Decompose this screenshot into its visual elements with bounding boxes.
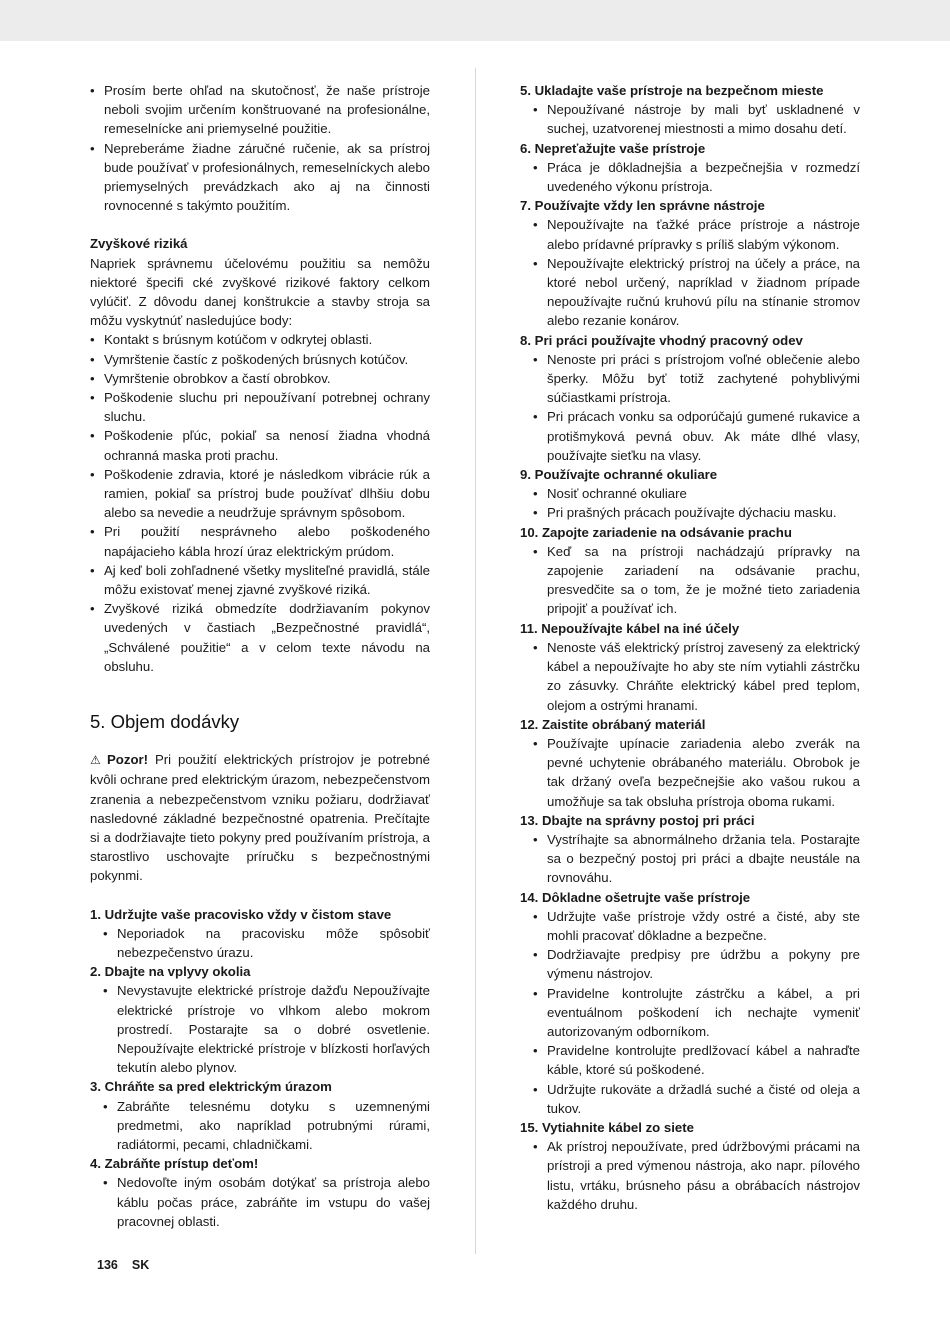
right-column — [520, 81, 860, 1214]
rule-heading: 14. Dôkladne ošetrujte vaše prístroje — [520, 889, 751, 905]
rule-item: • Pravidelne kontrolujte predlžovací kábel a nahraďte káble, ktoré sú poškodené. — [520, 1041, 860, 1079]
rule-block — [520, 888, 860, 1118]
rule-item: • Nedovoľte iným osobám dotýkať sa prístroja alebo káblu počas práce, zabráňte im vstupu do vašej pracovnej oblasti. — [90, 1173, 430, 1231]
rule-item: • Keď sa na prístroji nachádzajú prípravky na zapojenie zariadení na odsávanie prachu, presvedčite sa o tom, že je možné tieto zariadenia pripojiť a používať ich. — [520, 542, 860, 619]
rule-heading: 6. Nepreťažujte vaše prístroje — [520, 140, 706, 156]
rule-item: • Ak prístroj nepoužívate, pred údržbovými prácami na prístroji a pred výmenou nástroja, ako napr. pílového listu, vrtáku, brúsneho pásu a obrábacích nástrojov každého druhu. — [520, 1137, 860, 1214]
rule-block — [520, 1118, 860, 1214]
rule-heading: 15. Vytiahnite kábel zo siete — [520, 1119, 694, 1135]
rule-block — [520, 196, 860, 330]
rule-block — [520, 139, 860, 197]
page-footer — [97, 1256, 149, 1275]
risk-item: • Vymrštenie obrobkov a častí obrobkov. — [90, 369, 430, 388]
rule-heading: 9. Používajte ochranné okuliare — [520, 467, 718, 483]
language-code: SK — [131, 1258, 150, 1272]
rule-block — [520, 81, 860, 139]
column-divider — [475, 68, 476, 1254]
rule-item: • Práca je dôkladnejšia a bezpečnejšia v rozmedzí uvedeného výkonu prístroja. — [520, 158, 860, 196]
rule-item: • Neporiadok na pracovisku môže spôsobiť nebezpečenstvo úrazu. — [90, 924, 430, 962]
rule-block — [520, 523, 860, 619]
rule-item: • Udržujte vaše prístroje vždy ostré a čisté, aby ste mohli pracovať dôkladne a bezpečne. — [520, 907, 860, 945]
rule-heading: 13. Dbajte na správny postoj pri práci — [520, 812, 755, 828]
page-number: 136 — [97, 1258, 118, 1272]
rule-item: • Zabráňte telesnému dotyku s uzemnenými predmetmi, ako napríklad potrubnými rúrami, radiátormi, pecami, chladničkami. — [90, 1097, 430, 1155]
rule-block — [520, 811, 860, 888]
rule-item: • Nevystavujte elektrické prístroje dažďu Nepoužívajte elektrické prístroje vo vlhkom alebo mokrom prostredí. Postarajte sa o dobré osvetlenie. Nepoužívajte elektrické prístroje v blízkosti horľavých tekutín alebo plynov. — [90, 981, 430, 1077]
risk-item: • Poškodenie pľúc, pokiaľ sa nenosí žiadna vhodná ochranná maska proti prachu. — [90, 426, 430, 464]
rule-block — [90, 1077, 430, 1154]
left-column — [90, 81, 430, 1231]
rule-heading: 5. Ukladajte vaše prístroje na bezpečnom mieste — [520, 83, 824, 98]
warning-label: Pozor! — [107, 752, 149, 768]
risk-item: • Poškodenie zdravia, ktoré je následkom vibrácie rúk a ramien, pokiaľ sa prístroj bude používať dlhšiu dobu alebo sa nevedie a neudržuje správnym spôsobom. — [90, 465, 430, 523]
rule-item: • Pri prácach vonku sa odporúčajú gumené rukavice a protišmyková pevná obuv. Ak máte dlhé vlasy, používajte sieťku na vlasy. — [520, 407, 860, 465]
rule-block — [520, 331, 860, 465]
risk-item: • Kontakt s brúsnym kotúčom v odkrytej oblasti. — [90, 330, 430, 349]
rule-heading: 7. Používajte vždy len správne nástroje — [520, 198, 765, 214]
risks-text: Napriek správnemu účelovému použitiu sa nemôžu niektoré špecifi cké zvyškové rizikové faktory celkom vylúčiť. Z dôvodu danej konštrukcie a stavby stroja sa môžu vyskytnúť nasledujúce body: — [90, 255, 430, 329]
rule-heading: 10. Zapojte zariadenie na odsávanie prachu — [520, 524, 792, 540]
rule-item: • Dodržiavajte predpisy pre údržbu a pokyny pre výmenu nástrojov. — [520, 945, 860, 983]
top-bar — [0, 0, 950, 41]
rule-block — [520, 715, 860, 811]
section-title: 5. Objem dodávky — [90, 711, 240, 733]
rule-heading: 11. Nepoužívajte kábel na iné účely — [520, 620, 740, 636]
risks-heading: Zvyškové riziká — [90, 236, 188, 252]
rule-item: • Udržujte rukoväte a držadlá suché a čisté od oleja a tukov. — [520, 1080, 860, 1118]
warning-text: Pri použití elektrických prístrojov je potrebné kvôli ochrane pred elektrickým úrazom, nebezpečenstvom zranenia a nebezpečenstvom vzniku požiaru, dodržiavať nasledovné základné bezpečnostné opatrenia. Prečítajte si a dodržiavajte tieto pokyny pred používaním prístroja, a starostlivo uschovajte príručku s bezpečnostnými pokynmi. — [90, 752, 430, 884]
rule-item: • Nenoste váš elektrický prístroj zavesený za elektrický kábel a nepoužívajte ho aby ste ním vytiahli zástrčku zo zásuvky. Chráňte elektrický kábel pred teplom, olejom a ostrými hranami. — [520, 638, 860, 715]
intro-item: • Nepreberáme žiadne záručné ručenie, ak sa prístroj bude používať v profesionálnych, remeselníckych alebo priemyselných prevádzkach ako aj na činnosti rovnocenné s takýmto použitím. — [90, 139, 430, 216]
rule-block — [520, 619, 860, 715]
rule-item: • Používajte upínacie zariadenia alebo zverák na pevné uchytenie obrábaného materiálu. Obrobok je tak držaný oveľa bezpečnejšie ako vašou rukou a umožňuje sa tak obsluha prístroja oboma rukami. — [520, 734, 860, 811]
risk-item: • Vymrštenie častíc z poškodených brúsnych kotúčov. — [90, 350, 430, 369]
risk-item: • Poškodenie sluchu pri nepoužívaní potrebnej ochrany sluchu. — [90, 388, 430, 426]
warning-paragraph — [90, 750, 430, 885]
risk-item: • Zvyškové riziká obmedzíte dodržiavaním pokynov uvedených v častiach „Bezpečnostné pravidlá“, „Schválené použitie“ a v celom texte návodu na obsluhu. — [90, 599, 430, 676]
rule-item: • Pravidelne kontrolujte zástrčku a kábel, a pri eventuálnom poškodení ich nechajte vymeniť autorizovaným odborníkom. — [520, 984, 860, 1042]
rule-item: • Pri prašných prácach používajte dýchaciu masku. — [520, 503, 860, 522]
rule-heading: 8. Pri práci používajte vhodný pracovný odev — [520, 332, 803, 348]
risks-list — [90, 330, 430, 676]
warning-icon: ⚠ — [90, 753, 105, 768]
rule-block — [90, 962, 430, 1077]
risk-item: • Pri použití nesprávneho alebo poškodeného napájacieho kábla hrozí úraz elektrickým prúdom. — [90, 522, 430, 560]
intro-list — [90, 81, 430, 215]
rule-heading: 12. Zaistite obrábaný materiál — [520, 716, 706, 732]
rule-item: • Nosiť ochranné okuliare — [520, 484, 860, 503]
rule-heading: 1. Udržujte vaše pracovisko vždy v čistom stave — [90, 906, 392, 922]
rule-block — [90, 1154, 430, 1231]
rule-heading: 3. Chráňte sa pred elektrickým úrazom — [90, 1079, 332, 1095]
rule-item: • Nepoužívané nástroje by mali byť uskladnené v suchej, uzatvorenej miestnosti a mimo dosahu detí. — [520, 100, 860, 138]
rule-item: • Nepoužívajte na ťažké práce prístroje a nástroje alebo prídavné prípravky s príliš slabým výkonom. — [520, 215, 860, 253]
rule-item: • Nepoužívajte elektrický prístroj na účely a práce, na ktoré nebol určený, napríklad v žiadnom prípade nepoužívajte ručnú kruhovú pílu na stínanie stromov alebo rezanie konárov. — [520, 254, 860, 331]
rule-heading: 2. Dbajte na vplyvy okolia — [90, 964, 251, 980]
rule-block — [90, 905, 430, 963]
intro-item: • Prosím berte ohľad na skutočnosť, že naše prístroje neboli svojim určením konštruované na profesionálne, remeselnícke ani priemyselné použitie. — [90, 81, 430, 139]
rule-item: • Vystríhajte sa abnormálneho držania tela. Postarajte sa o bezpečný postoj pri práci a dbajte neustále na rovnováhu. — [520, 830, 860, 888]
rule-item: • Nenoste pri práci s prístrojom voľné oblečenie alebo šperky. Môžu byť totiž zachytené pohyblivými súčiastkami prístroja. — [520, 350, 860, 408]
rule-block — [520, 465, 860, 523]
risk-item: • Aj keď boli zohľadnené všetky mysliteľné pravidlá, stále môžu existovať menej zjavné zvyškové riziká. — [90, 561, 430, 599]
rule-heading: 4. Zabráňte prístup deťom! — [90, 1156, 259, 1172]
